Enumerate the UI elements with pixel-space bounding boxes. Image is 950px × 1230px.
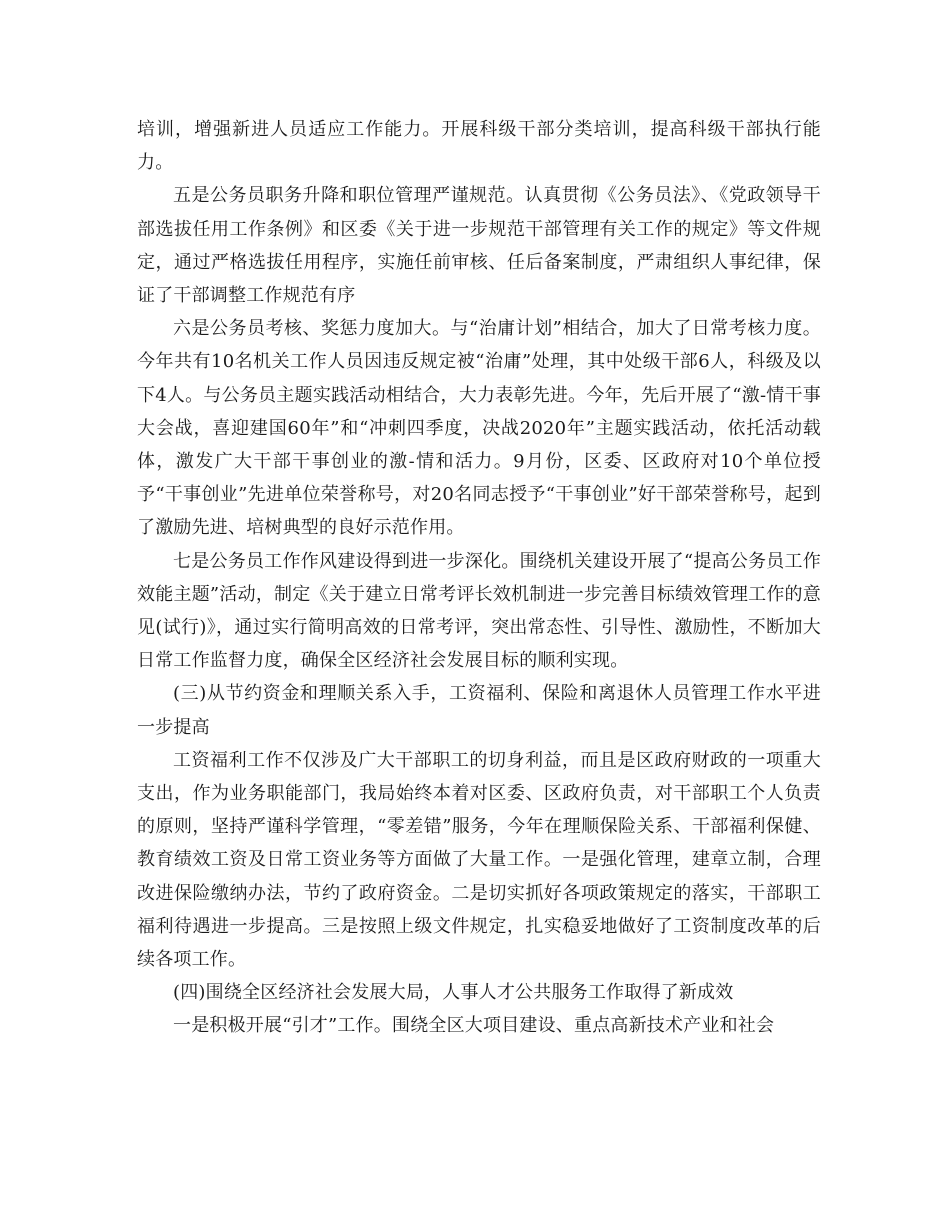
section-heading-3: (三)从节约资金和理顺关系入手，工资福利、保险和离退休人员管理工作水平进一步提高 [137, 683, 821, 738]
paragraph-wages-welfare: 工资福利工作不仅涉及广大干部职工的切身利益，而且是区政府财政的一项重大支出，作为业务职能部门，我局始终本着对区委、区政府负责，对干部职工个人负责的原则，坚持严谨科学管理，“零差错”服务，今年在理顺保险关系、干部福利保健、教育绩效工资及日常工资业务等方面做了大量工作。一是强化管理，建章立制，合理改进保险缴纳办法，节约了政府资金。二是切实抓好各项政策规定的落实，干部职工福利待遇进一步提高。三是按照上级文件规定，扎实稳妥地做好了工资制度改革的后续各项工作。 [137, 749, 821, 971]
paragraph-training-continued: 培训，增强新进人员适应工作能力。开展科级干部分类培训，提高科级干部执行能力。 [137, 119, 821, 174]
paragraph-work-style: 七是公务员工作作风建设得到进一步深化。围绕机关建设开展了“提高公务员工作效能主题”活动，制定《关于建立日常考评长效机制进一步完善目标绩效管理工作的意见(试行)》，通过实行简明高效的日常考评，突出常态性、引导性、激励性，不断加大日常工作监督力度，确保全区经济社会发展目标的顺利实现。 [137, 550, 821, 672]
document-body [137, 113, 821, 1043]
paragraph-assessment-rewards: 六是公务员考核、奖惩力度加大。与“治庸计划”相结合，加大了日常考核力度。今年共有10名机关工作人员因违反规定被“治庸”处理，其中处级干部6人，科级及以下4人。与公务员主题实践活动相结合，大力表彰先进。今年，先后开展了“激-情干事大会战，喜迎建国60年”和“冲刺四季度，决战2020年”主题实践活动，依托活动载体，激发广大干部干事创业的激-情和活力。9月份，区委、区政府对10个单位授予“干事创业”先进单位荣誉称号，对20名同志授予“干事创业”好干部荣誉称号，起到了激励先进、培树典型的良好示范作用。 [137, 318, 821, 539]
paragraph-talent-introduction: 一是积极开展“引才”工作。围绕全区大项目建设、重点高新技术产业和社会 [173, 1015, 775, 1037]
paragraph-promotion-management: 五是公务员职务升降和职位管理严谨规范。认真贯彻《公务员法》、《党政领导干部选拔任用工作条例》和区委《关于进一步规范干部管理有关工作的规定》等文件规定，通过严格选拔任用程序，实施任前审核、任后备案制度，严肃组织人事纪律，保证了干部调整工作规范有序 [137, 185, 821, 307]
section-heading-4: (四)围绕全区经济社会发展大局，人事人才公共服务工作取得了新成效 [173, 982, 734, 1004]
